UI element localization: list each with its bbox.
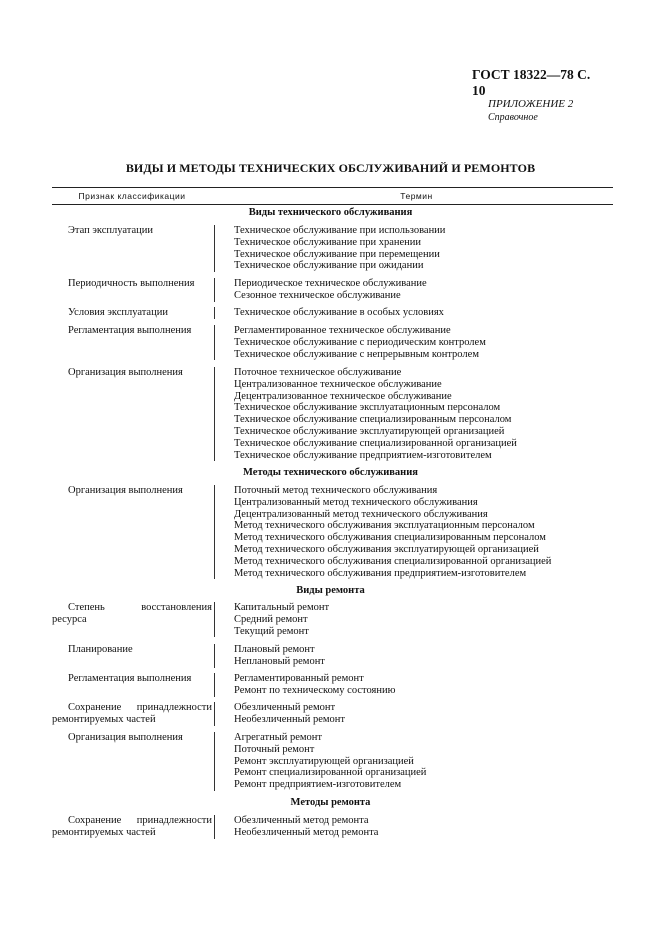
term-item: Централизованное техническое обслуживание xyxy=(234,378,442,390)
page-title: ВИДЫ И МЕТОДЫ ТЕХНИЧЕСКИХ ОБСЛУЖИВАНИЙ И РЕМОНТОВ xyxy=(125,161,536,175)
term-item: Поточное техническое обслуживание xyxy=(234,367,402,378)
document-page-number: ГОСТ 18322—78 С. 10 xyxy=(472,67,591,98)
section-heading: Виды технического обслуживания xyxy=(248,207,413,218)
term-item: Средний ремонт xyxy=(234,613,308,625)
appendix-label: ПРИЛОЖЕНИЕ 2 xyxy=(488,98,574,110)
term-item: Централизованный метод технического обслуживания xyxy=(234,496,478,508)
table-header-rule xyxy=(52,204,613,205)
term-item: Техническое обслуживание при использовании xyxy=(234,225,446,236)
term-item: Децентрализованное техническое обслуживание xyxy=(234,390,452,402)
criterion-label: Регламентация выполнения xyxy=(68,673,192,684)
group-bracket xyxy=(214,732,215,791)
term-list xyxy=(234,307,444,319)
group-bracket xyxy=(214,702,215,726)
term-item: Ремонт предприятием-изготовителем xyxy=(234,779,402,791)
criterion-label: Организация выполнения xyxy=(68,367,183,378)
column-header-criterion: Признак классификации xyxy=(78,191,186,201)
term-item: Метод технического обслуживания эксплуатационным персоналом xyxy=(234,520,535,532)
term-item: Периодическое техническое обслуживание xyxy=(234,278,427,289)
term-item: Метод технического обслуживания специализированной организацией xyxy=(234,555,552,567)
term-item: Плановый ремонт xyxy=(234,644,315,655)
term-list xyxy=(234,702,345,726)
criterion-label: Организация выполнения xyxy=(68,485,183,496)
term-item: Поточный метод технического обслуживания xyxy=(234,485,438,496)
term-item: Капитальный ремонт xyxy=(234,602,330,613)
term-item: Необезличенный метод ремонта xyxy=(234,826,379,838)
term-list xyxy=(234,815,378,839)
section-heading: Методы технического обслуживания xyxy=(243,467,418,478)
term-item: Техническое обслуживание эксплуатирующей организацией xyxy=(234,425,505,437)
group-bracket xyxy=(214,325,215,360)
group-bracket xyxy=(214,485,215,579)
criterion-label: Сохранение принадлежности ремонтируемых частей xyxy=(52,702,212,725)
term-item: Техническое обслуживание эксплуатационным персоналом xyxy=(234,402,501,414)
term-item: Метод технического обслуживания эксплуатирующей организацией xyxy=(234,543,539,555)
section-heading: Виды ремонта xyxy=(296,585,365,596)
criterion-label: Организация выполнения xyxy=(68,732,183,743)
term-item: Техническое обслуживание при хранении xyxy=(234,236,422,248)
term-item: Обезличенный метод ремонта xyxy=(234,815,369,826)
group-bracket xyxy=(214,367,215,461)
term-item: Техническое обслуживание специализированным персоналом xyxy=(234,414,512,426)
term-list xyxy=(234,485,551,579)
table-top-rule xyxy=(52,187,613,188)
criterion-label: Периодичность выполнения xyxy=(68,278,195,289)
criterion-label: Степень восстановления ресурса xyxy=(52,602,212,625)
group-bracket xyxy=(214,225,215,272)
criterion-label: Этап эксплуатации xyxy=(68,225,154,236)
term-item: Неплановый ремонт xyxy=(234,655,325,667)
criterion-label: Планирование xyxy=(68,644,133,655)
term-item: Децентрализованный метод технического обслуживания xyxy=(234,508,488,520)
term-list xyxy=(234,673,395,697)
term-item: Ремонт специализированной организацией xyxy=(234,767,427,779)
term-list xyxy=(234,644,325,668)
term-item: Ремонт эксплуатирующей организацией xyxy=(234,755,414,767)
group-bracket xyxy=(214,673,215,697)
term-item: Техническое обслуживание предприятием-изготовителем xyxy=(234,449,492,461)
term-item: Регламентированное техническое обслуживание xyxy=(234,325,451,336)
term-item: Техническое обслуживание при ожидании xyxy=(234,260,424,272)
criterion-label: Условия эксплуатации xyxy=(68,307,168,318)
term-item: Техническое обслуживание специализированной организацией xyxy=(234,437,517,449)
criterion-label: Регламентация выполнения xyxy=(68,325,192,336)
term-item: Агрегатный ремонт xyxy=(234,732,323,743)
term-item: Поточный ремонт xyxy=(234,743,315,755)
term-item: Техническое обслуживание с периодическим контролем xyxy=(234,336,486,348)
term-list xyxy=(234,325,486,360)
term-list xyxy=(234,278,427,302)
term-item: Обезличенный ремонт xyxy=(234,702,336,713)
term-item: Ремонт по техническому состоянию xyxy=(234,684,396,696)
term-item: Необезличенный ремонт xyxy=(234,713,345,725)
term-item: Техническое обслуживание при перемещении xyxy=(234,248,440,260)
group-bracket xyxy=(214,644,215,668)
term-list xyxy=(234,602,329,637)
term-item: Текущий ремонт xyxy=(234,625,309,637)
criterion-label: Сохранение принадлежности ремонтируемых частей xyxy=(52,815,212,838)
section-heading: Методы ремонта xyxy=(290,797,371,808)
term-item: Техническое обслуживание в особых условиях xyxy=(234,307,444,318)
reference-label: Справочное xyxy=(488,112,538,123)
term-item: Техническое обслуживание с непрерывным контролем xyxy=(234,348,479,360)
term-list xyxy=(234,225,445,272)
term-list xyxy=(234,732,426,791)
group-bracket xyxy=(214,307,215,319)
column-header-term: Термин xyxy=(400,191,433,201)
group-bracket xyxy=(214,278,215,302)
group-bracket xyxy=(214,602,215,637)
term-item: Метод технического обслуживания специализированным персоналом xyxy=(234,532,546,544)
term-item: Метод технического обслуживания предприятием-изготовителем xyxy=(234,567,527,579)
term-list xyxy=(234,367,517,461)
term-item: Сезонное техническое обслуживание xyxy=(234,289,401,301)
term-item: Регламентированный ремонт xyxy=(234,673,364,684)
group-bracket xyxy=(214,815,215,839)
